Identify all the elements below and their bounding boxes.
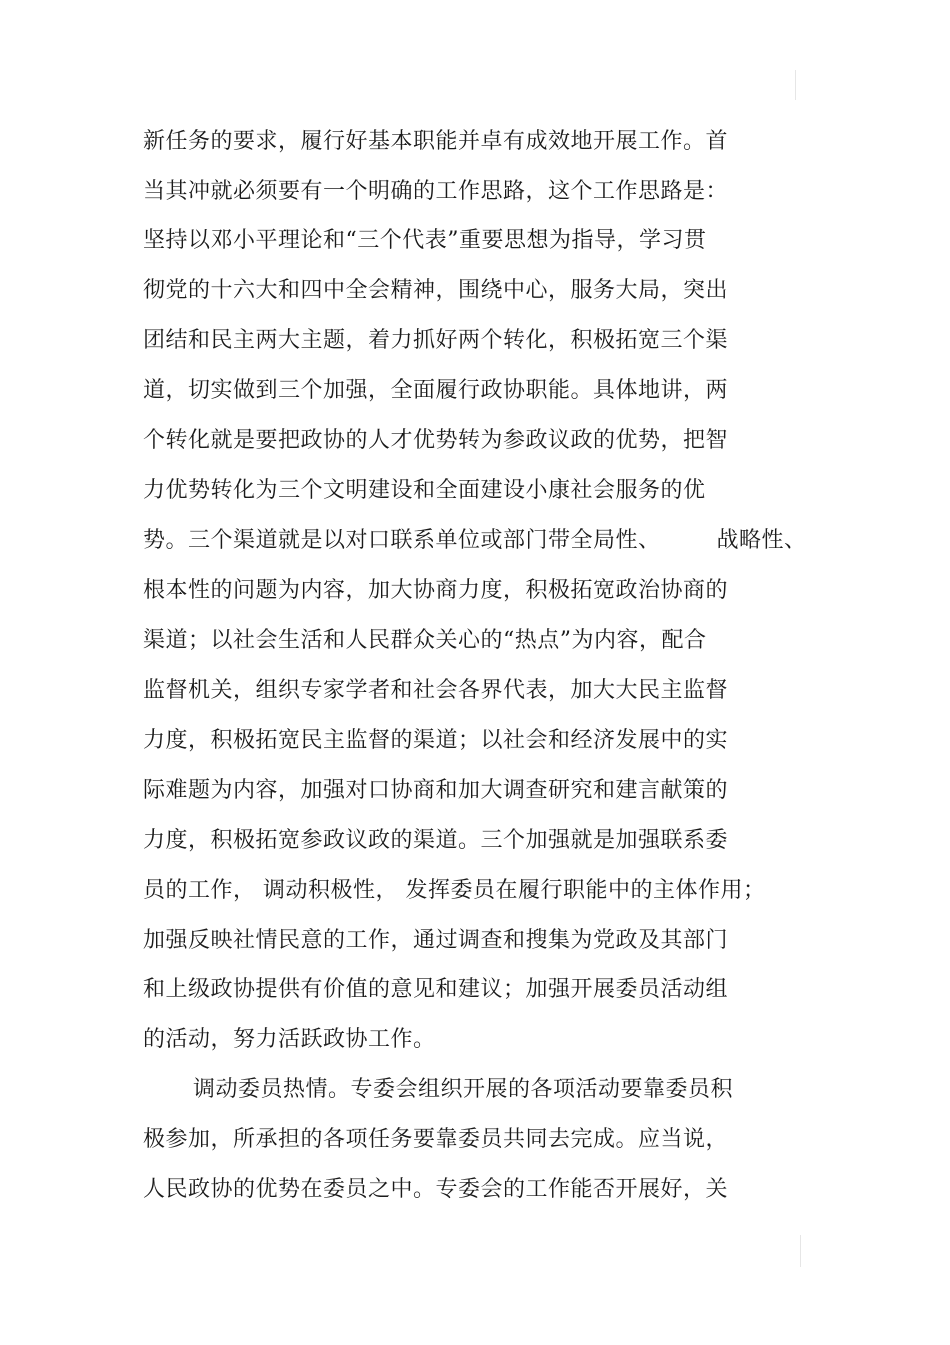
text-line: 团结和民主两大主题，着力抓好两个转化，积极拓宽三个渠 [143, 328, 729, 353]
text-line: 力优势转化为三个文明建设和全面建设小康社会服务的优 [143, 478, 706, 503]
text-line: 极参加，所承担的各项任务要靠委员共同去完成。应当说， [143, 1127, 729, 1152]
text-line-head: 势。三个渠道就是以对口联系单位或部门带全局性、 [143, 528, 661, 553]
text-line: 彻党的十六大和四中全会精神，围绕中心，服务大局，突出 [143, 278, 729, 303]
paragraph-first-line: 调动委员热情。专委会组织开展的各项活动要靠委员积 [193, 1077, 734, 1102]
text-line: 个转化就是要把政协的人才优势转为参政议政的优势，把智 [143, 428, 729, 453]
bottom-right-margin-mark [800, 1235, 801, 1267]
top-right-margin-mark [795, 70, 796, 100]
text-line: 渠道；以社会生活和人民群众关心的“热点”为内容，配合 [143, 628, 707, 653]
text-line: 道，切实做到三个加强，全面履行政协职能。具体地讲，两 [143, 378, 729, 403]
text-line: 人民政协的优势在委员之中。专委会的工作能否开展好，关 [143, 1177, 729, 1202]
text-line: 际难题为内容，加强对口协商和加大调查研究和建言献策的 [143, 778, 729, 803]
text-line: 和上级政协提供有价值的意见和建议；加强开展委员活动组 [143, 977, 729, 1002]
text-line: 根本性的问题为内容，加大协商力度，积极拓宽政治协商的 [143, 578, 729, 603]
text-line [143, 526, 807, 556]
text-line: 的活动，努力活跃政协工作。 [143, 1027, 436, 1052]
text-line: 加强反映社情民意的工作，通过调查和搜集为党政及其部门 [143, 928, 729, 953]
text-line: 监督机关，组织专家学者和社会各界代表，加大大民主监督 [143, 678, 729, 703]
text-line: 当其冲就必须要有一个明确的工作思路，这个工作思路是： [143, 179, 729, 204]
text-line: 新任务的要求，履行好基本职能并卓有成效地开展工作。首 [143, 129, 729, 154]
text-line: 力度，积极拓宽民主监督的渠道；以社会和经济发展中的实 [143, 728, 729, 753]
text-line-tail: 战略性、 [716, 528, 807, 553]
text-line: 坚持以邓小平理论和“三个代表”重要思想为指导，学习贯 [143, 228, 707, 253]
text-line: 力度，积极拓宽参政议政的渠道。三个加强就是加强联系委 [143, 828, 729, 853]
text-line: 员的工作， 调动积极性， 发挥委员在履行职能中的主体作用； [143, 878, 766, 903]
